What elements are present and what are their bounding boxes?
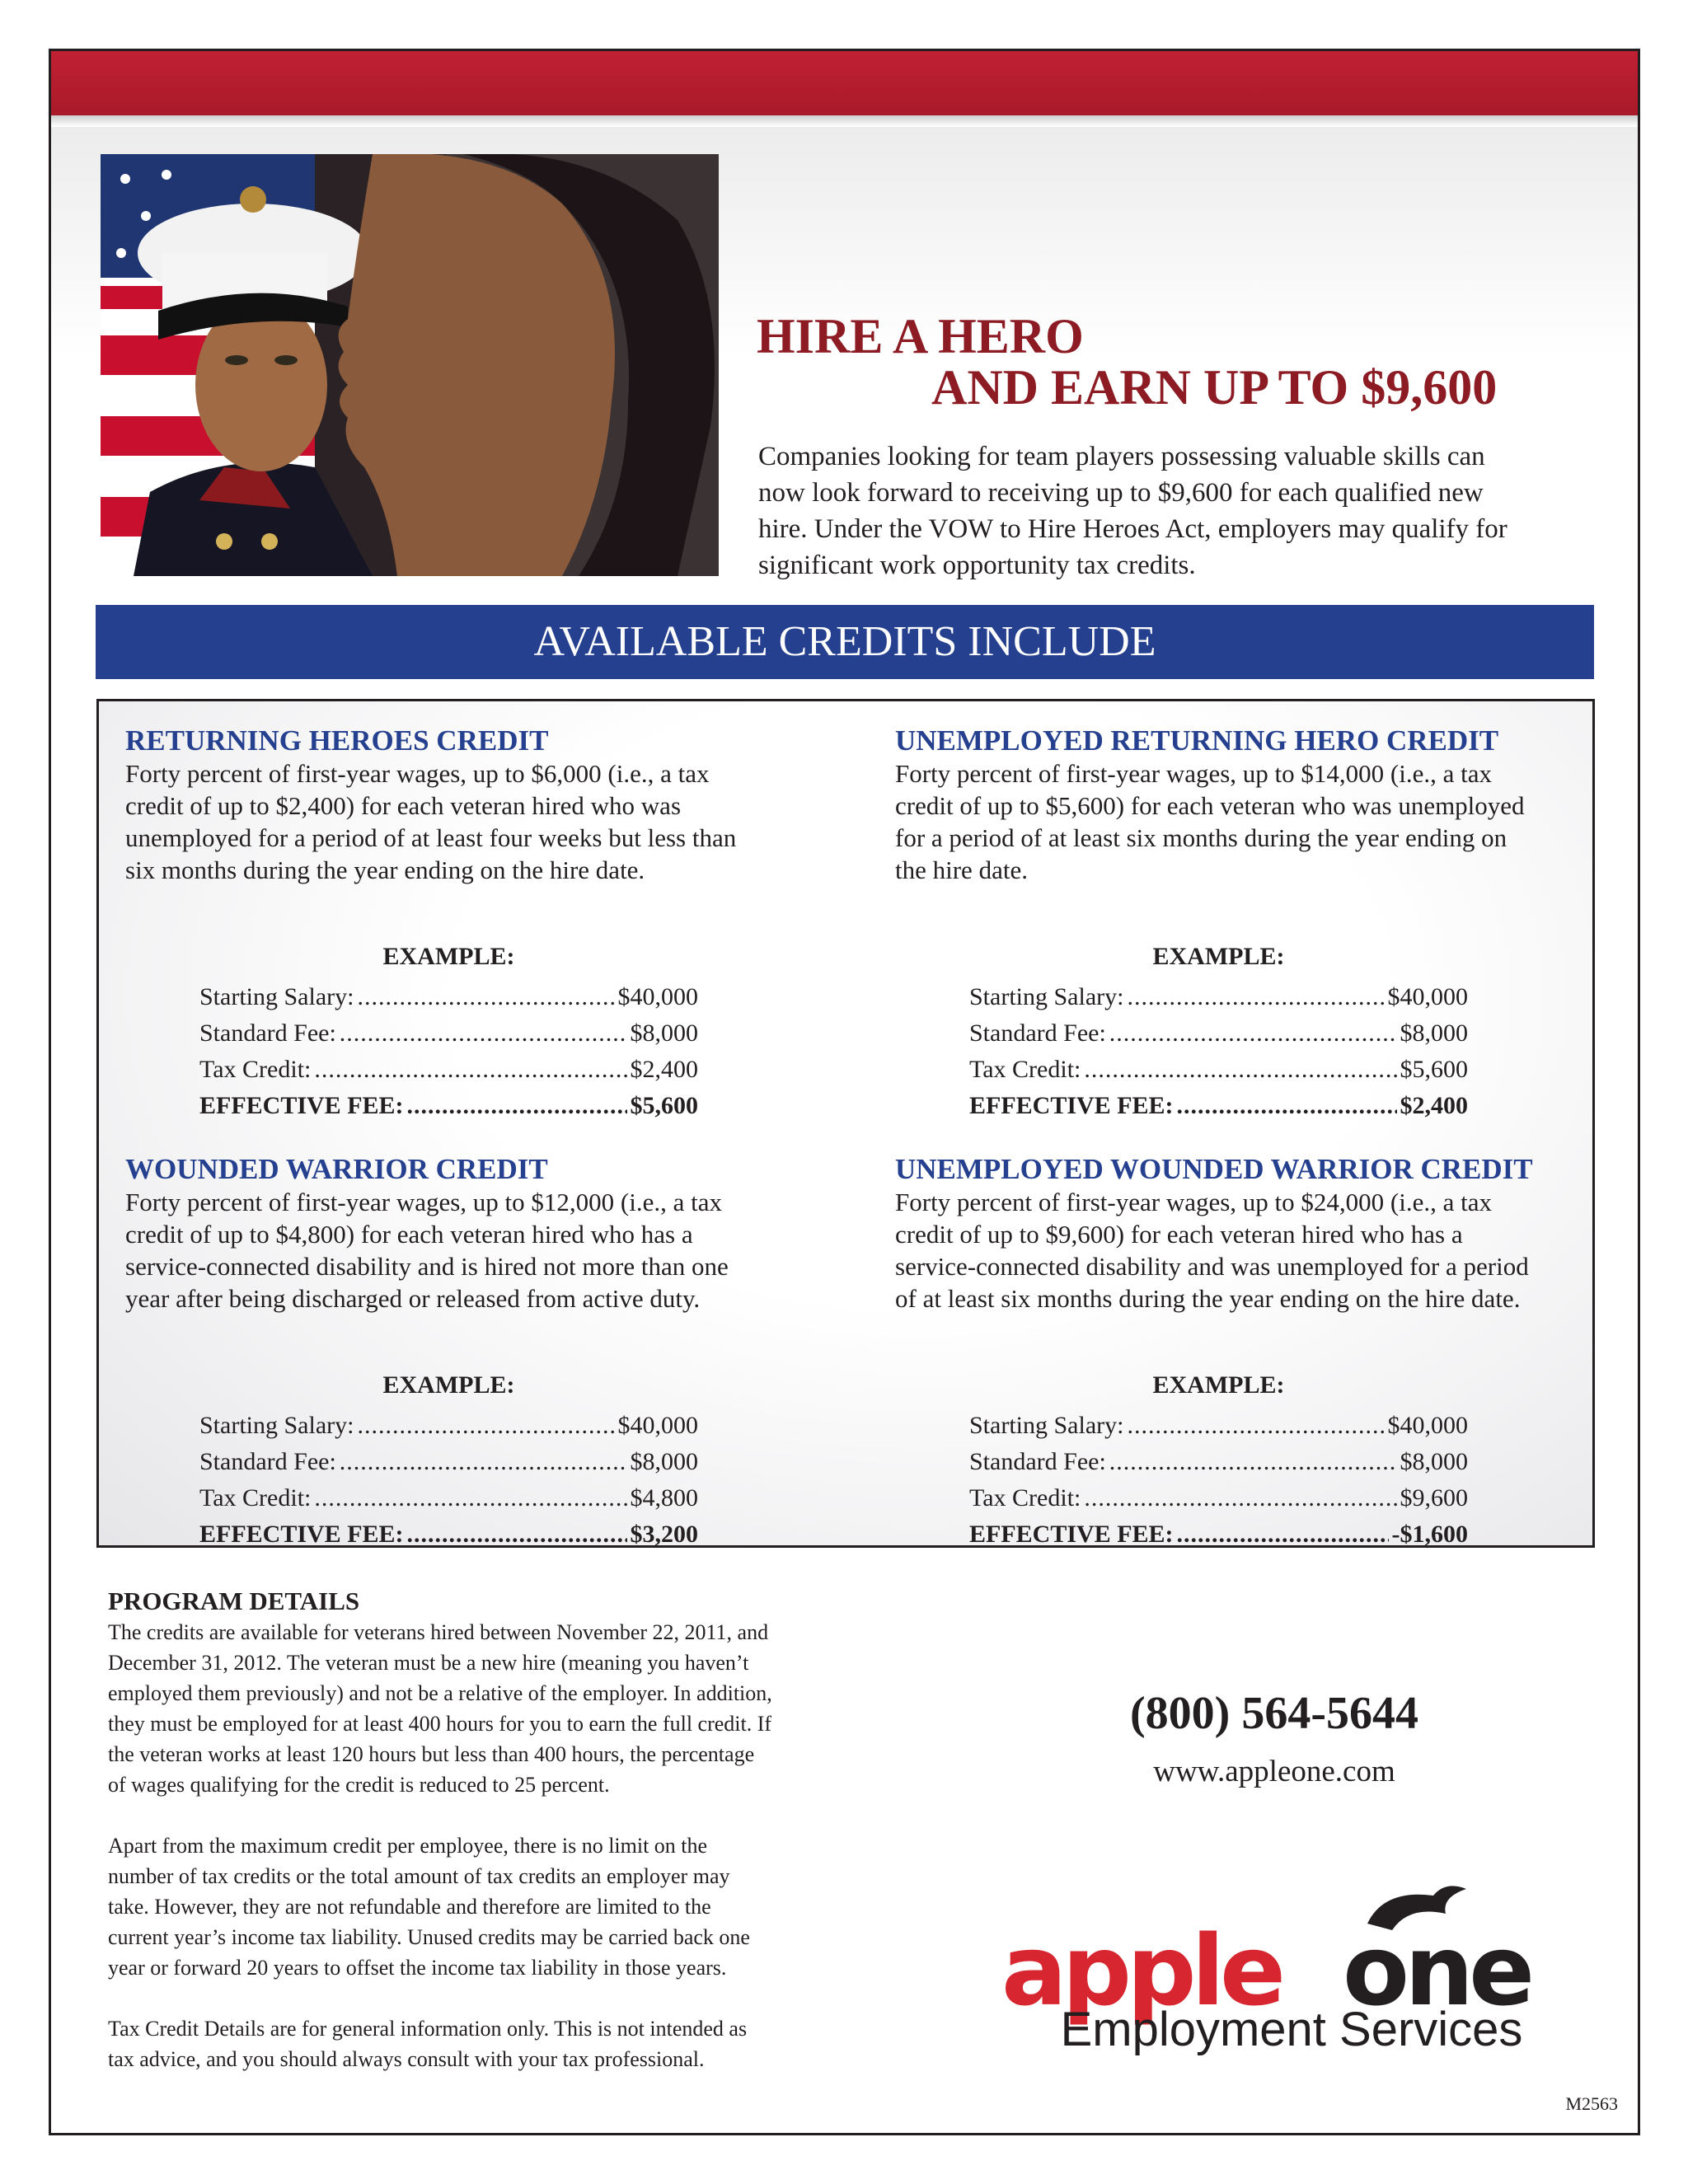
row-value: $8,000 [630, 1019, 698, 1047]
row-value: $2,400 [1400, 1092, 1468, 1119]
flyer-page [49, 49, 1640, 2135]
dot-leader [1084, 1052, 1396, 1088]
program-paragraph-2 [108, 1830, 932, 1983]
credit-desc-line: year after being discharged or released from active duty. [125, 1284, 701, 1313]
row-value: $40,000 [617, 983, 698, 1010]
credit-desc-line: for a period of at least six months during the year ending on [895, 823, 1507, 852]
row-value: $4,800 [630, 1484, 698, 1511]
row-label: Standard Fee: [199, 1019, 336, 1047]
credit-desc-line: credit of up to $5,600) for each veteran who was unemployed [895, 791, 1525, 820]
credit-title: WOUNDED WARRIOR CREDIT [125, 1153, 548, 1185]
credit-unemployed-wounded-warrior [895, 1153, 1604, 1548]
row-value: $8,000 [630, 1448, 698, 1475]
example-label: EXAMPLE: [1152, 1371, 1285, 1399]
dot-leader [1177, 1088, 1397, 1124]
example-table [969, 1369, 1468, 1553]
row-label: Standard Fee: [969, 1019, 1106, 1047]
credit-desc-line: unemployed for a period of at least four weeks but less than [125, 823, 737, 852]
dot-leader [1109, 1444, 1397, 1480]
program-line: Tax Credit Details are for general information only. This is not intended as [108, 2017, 748, 2041]
example-label: EXAMPLE: [382, 1371, 515, 1399]
credit-returning-heroes [125, 724, 834, 1119]
example-row [969, 979, 1468, 1015]
credits-banner: AVAILABLE CREDITS INCLUDE [96, 605, 1594, 679]
row-label: Standard Fee: [199, 1448, 336, 1475]
example-row [969, 1015, 1468, 1052]
example-row [969, 1052, 1468, 1088]
program-line: year or forward 20 years to offset the income tax liability in those years. [108, 1956, 727, 1980]
credit-wounded-warrior [125, 1153, 834, 1548]
credit-description [125, 757, 834, 886]
credit-title: RETURNING HEROES CREDIT [125, 724, 549, 757]
intro-line: hire. Under the VOW to Hire Heroes Act, employers may qualify for [758, 514, 1507, 544]
program-paragraph-1 [108, 1617, 932, 1800]
example-row-effective-fee [969, 1516, 1468, 1553]
example-row [199, 1444, 698, 1480]
intro-paragraph [758, 438, 1599, 583]
row-value: $5,600 [1400, 1056, 1468, 1083]
credit-desc-line: Forty percent of first-year wages, up to $24,000 (i.e., a tax [895, 1188, 1492, 1216]
dot-leader [1109, 1015, 1397, 1052]
program-line: December 31, 2012. The veteran must be a new hire (meaning you haven’t [108, 1651, 749, 1675]
row-value: $40,000 [617, 1412, 698, 1439]
dot-leader [1127, 1408, 1384, 1444]
program-details [108, 1586, 932, 2105]
program-line: the veteran works at least 120 hours but less than 400 hours, the percentage [108, 1742, 755, 1766]
example-row [199, 1015, 698, 1052]
row-value: $40,000 [1387, 1412, 1468, 1439]
example-row [969, 1480, 1468, 1516]
dot-leader [357, 1408, 614, 1444]
credit-description [125, 1186, 834, 1315]
example-row-effective-fee [199, 1516, 698, 1553]
headline-line-1: HIRE A HERO [757, 309, 1084, 363]
row-value: -$1,600 [1391, 1521, 1468, 1548]
credit-desc-line: service-connected disability and is hired not more than one [125, 1252, 729, 1281]
logo-word-black: one [1343, 1914, 1531, 2027]
credit-desc-line: credit of up to $9,600) for each veteran hired who has a [895, 1220, 1463, 1249]
dot-leader [340, 1015, 627, 1052]
example-row-effective-fee [969, 1088, 1468, 1124]
row-value: $5,600 [630, 1092, 698, 1119]
hero-photo [101, 154, 719, 576]
dot-leader [314, 1480, 626, 1516]
dot-leader [1084, 1480, 1396, 1516]
credit-desc-line: Forty percent of first-year wages, up to $12,000 (i.e., a tax [125, 1188, 722, 1216]
row-label: Tax Credit: [969, 1056, 1081, 1083]
form-code: M2563 [1565, 2093, 1618, 2114]
row-label: Starting Salary: [969, 983, 1124, 1010]
example-table [969, 940, 1468, 1124]
program-title: PROGRAM DETAILS [108, 1586, 360, 1615]
row-label: Tax Credit: [199, 1056, 312, 1083]
row-value: $40,000 [1387, 983, 1468, 1010]
program-line: of wages qualifying for the credit is reduced to 25 percent. [108, 1773, 610, 1797]
row-label: EFFECTIVE FEE: [969, 1521, 1174, 1548]
row-label: EFFECTIVE FEE: [199, 1521, 404, 1548]
example-row-effective-fee [199, 1088, 698, 1124]
credit-desc-line: the hire date. [895, 855, 1028, 884]
intro-line: significant work opportunity tax credits. [758, 551, 1196, 580]
band-shadow [51, 115, 1638, 127]
row-value: $3,200 [630, 1521, 698, 1548]
credit-title: UNEMPLOYED WOUNDED WARRIOR CREDIT [895, 1153, 1533, 1185]
website-link[interactable]: www.appleone.com [1153, 1755, 1395, 1788]
program-line: take. However, they are not refundable and therefore are limited to the [108, 1895, 711, 1919]
dot-leader [1127, 979, 1384, 1015]
credits-box [96, 699, 1595, 1548]
program-line: tax advice, and you should always consult with your tax professional. [108, 2047, 705, 2071]
program-paragraph-3 [108, 2013, 932, 2074]
credit-unemployed-returning-hero [895, 724, 1604, 1119]
credit-desc-line: Forty percent of first-year wages, up to $6,000 (i.e., a tax [125, 759, 710, 788]
row-value: $8,000 [1400, 1448, 1468, 1475]
row-value: $8,000 [1400, 1019, 1468, 1047]
example-label: EXAMPLE: [1152, 943, 1285, 970]
example-row [199, 1408, 698, 1444]
phone-number[interactable]: (800) 564-5644 [1130, 1688, 1418, 1739]
intro-line: now look forward to receiving up to $9,600 for each qualified new [758, 478, 1484, 508]
example-row [199, 1052, 698, 1088]
row-label: Starting Salary: [199, 983, 354, 1010]
row-label: Standard Fee: [969, 1448, 1106, 1475]
program-line: employed them previously) and not be a relative of the employer. In addition, [108, 1681, 772, 1705]
example-table [199, 940, 698, 1124]
row-label: Starting Salary: [969, 1412, 1124, 1439]
row-label: Tax Credit: [199, 1484, 312, 1511]
row-value: $2,400 [630, 1056, 698, 1083]
program-line: current year’s income tax liability. Unused credits may be carried back one [108, 1925, 750, 1949]
dot-leader [407, 1516, 627, 1553]
credit-desc-line: credit of up to $4,800) for each veteran hired who has a [125, 1220, 693, 1249]
row-value: $9,600 [1400, 1484, 1468, 1511]
dot-leader [407, 1088, 627, 1124]
credit-desc-line: six months during the year ending on the hire date. [125, 855, 645, 884]
logo-tagline: Employment Services [1060, 2003, 1523, 2056]
example-row [969, 1444, 1468, 1480]
example-label: EXAMPLE: [382, 943, 515, 970]
dot-leader [340, 1444, 627, 1480]
dot-leader [314, 1052, 626, 1088]
program-line: they must be employed for at least 400 hours for you to earn the full credit. If [108, 1712, 772, 1736]
credit-description [895, 1186, 1604, 1315]
example-row [199, 979, 698, 1015]
headline-line-2: AND EARN UP TO $9,600 [931, 360, 1498, 415]
program-line: The credits are available for veterans hired between November 22, 2011, and [108, 1620, 769, 1644]
credit-title: UNEMPLOYED RETURNING HERO CREDIT [895, 724, 1499, 757]
logo-word-red: apple [1001, 1914, 1282, 2027]
row-label: EFFECTIVE FEE: [199, 1092, 404, 1119]
credit-desc-line: Forty percent of first-year wages, up to $14,000 (i.e., a tax [895, 759, 1492, 788]
marine-and-soldier-photo-icon [101, 154, 719, 576]
dot-leader [1177, 1516, 1389, 1553]
row-label: EFFECTIVE FEE: [969, 1092, 1174, 1119]
credit-description [895, 757, 1604, 886]
row-label: Starting Salary: [199, 1412, 354, 1439]
program-line: Apart from the maximum credit per employee, there is no limit on the [108, 1834, 708, 1858]
top-red-band [51, 51, 1638, 115]
example-table [199, 1369, 698, 1553]
example-row [969, 1408, 1468, 1444]
program-line: number of tax credits or the total amount of tax credits an employer may [108, 1864, 730, 1888]
dot-leader [357, 979, 614, 1015]
credit-desc-line: service-connected disability and was unemployed for a period [895, 1252, 1529, 1281]
row-label: Tax Credit: [969, 1484, 1081, 1511]
credit-desc-line: credit of up to $2,400) for each veteran hired who was [125, 791, 682, 820]
credit-desc-line: of at least six months during the year ending on the hire date. [895, 1284, 1521, 1313]
example-row [199, 1480, 698, 1516]
intro-line: Companies looking for team players possessing valuable skills can [758, 442, 1485, 471]
